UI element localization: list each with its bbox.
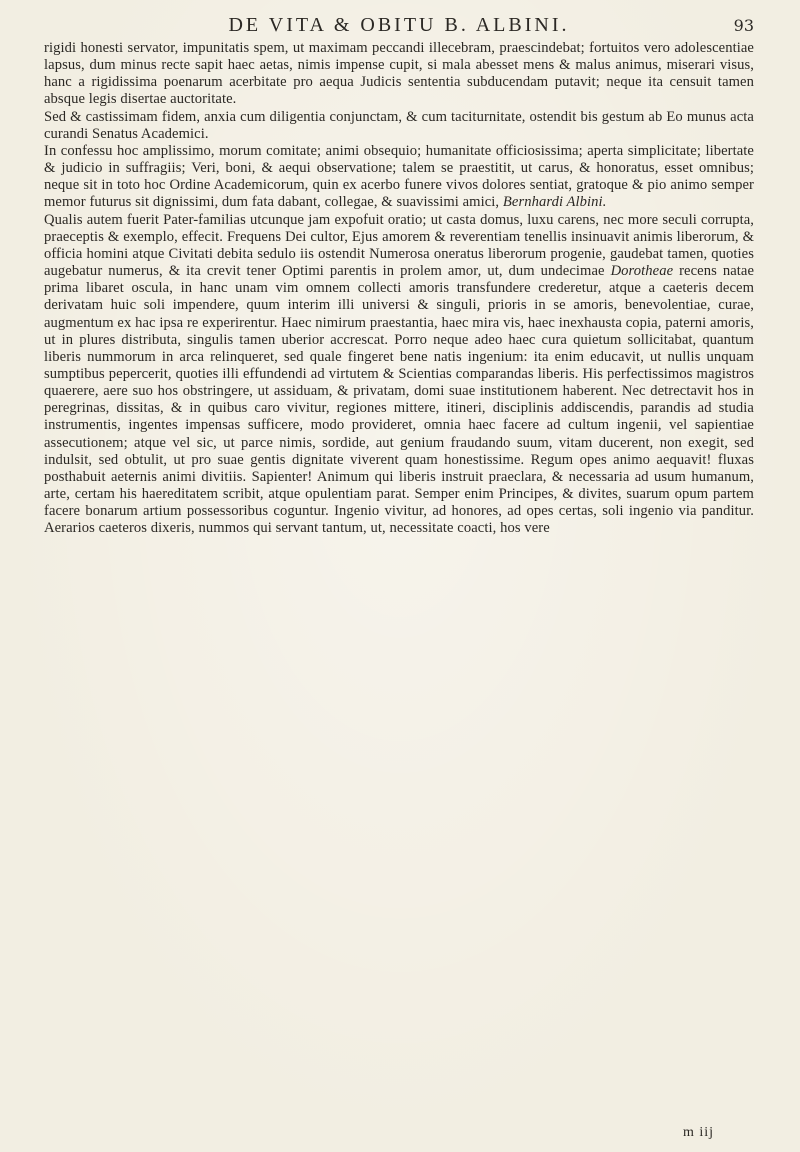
running-head [44, 0, 754, 40]
paragraph-3 [44, 143, 754, 212]
paragraph-2 [44, 109, 754, 143]
running-title: DE VITA & OBITU B. ALBINI. [228, 14, 570, 36]
paragraph-1-text: rigidi honesti servator, impunitatis spem, ut maximam peccandi illecebram, praescindebat; fortuitos vero adolescentiae lapsus, dum minus recte sapit haec aetas, nimis impense cupit, si mala abesset mens & malus animus, miserari visus, hanc a rigidissima poenarum acerbitate pro aequa Judicis sententia subducendam putavit; neque ita censuit tamen absque legis disertae auctoritate. [44, 40, 754, 108]
paragraph-3-text: In confessu hoc amplissimo, morum comitate; animi obsequio; humanitate officiosissima; aperta simplicitate; libertate & judicio in suffragiis; Veri, boni, & aequi observatione; talem se praestitit, ut carus, & honoratus, esset omnibus; neque sit in toto hoc Ordine Academicorum, quin ex acerbo funere vivos dolores sentiat, gratoque & pio animo semper memor futurus sit dignissimi, dum fata dabant, collegae, & suavissimi amici, [44, 142, 754, 211]
page-number: 93 [733, 16, 754, 35]
paragraph-1 [44, 40, 754, 109]
body-text [44, 40, 754, 538]
signature-mark: m iij [682, 1125, 714, 1140]
paragraph-4-text-b: recens natae prima libaret oscula, in hanc unam vim omnem collecti amoris transfundere crederetur, atque a caeteris decem derivatam huic soli impendere, quum interim illi universi & singuli, prioris in se amoris, benevolentiae, curae, augmentum ex hac ipsa re experirentur. Haec nimirum praestantia, haec mira vis, haec inexhausta copia, paterni amoris, ut in plures distributa, singulis tamen uberior accrescat. Porro neque adeo haec cura quietum sollicitabat, quantum liberis nummorum in arca relinqueret, sed quale fingeret bene natis ingenium: ita enim educavit, ut nullis unquam sumptibus pepercerit, quoties illi effundendi ad virtutem & Scientias comparandas liberis. His perfectissimos magistros quaerere, aere suo hos obstringere, ut assiduam, & privatam, domi suae institutionem haberent. Nec detrectavit hos in peregrinas, dissitas, & in quibus caro vivitur, regiones mittere, itineri, disciplinis addiscendis, parandis ad studia instrumentis, ingentes impensas sufficere, modo provideret, omnia haec facere ad cultum ingenii, vel sapientiae assecutionem; atque vel sic, ut parce nimis, sordide, aut genium fraudando suum, vitam ducerent, non exegit, sed indulsit, sed obtulit, ut pro suae gentis dignitate viverent quam honestissime. Regum opes animo aequavit! fluxas posthabuit aeternis animi divitiis. Sapienter! Animum qui liberis instruit praeclara, & necessaria ad usum humanum, arte, certam his haereditatem scribit, atque opulentiam parat. Semper enim Principes, & divites, suarum opum partem facere bonarum artium possessoribus coguntur. Ingenio vivitur, ad honores, ad opes certas, soli ingenio via panditur. Aerarios caeteros dixeris, nummos qui servant tantum, ut, necessitate coacti, hos vere [44, 263, 755, 537]
name-bernhardi-albini: Bernhardi Albini. [502, 194, 607, 211]
paragraph-4-text-a: Qualis autem fuerit Pater-familias utcunque jam expofuit oratio; ut casta domus, luxu carens, nec more seculi corrupta, praeceptis & exemplo, effecit. Frequens Dei cultor, Ejus amorem & reverentiam tenellis insinuavit animis liberorum, & officia homini atque Civitati debita sedulo iis ostendit Numerosa oneratus liberorum progenie, gaudebat tamen, quoties augebatur numerus, & ita crevit tener Optimi parentis in prolem amor, ut, dum undecimae [44, 211, 754, 280]
name-dorotheae: Dorotheae [610, 263, 674, 280]
paragraph-4 [44, 212, 754, 538]
paragraph-2-text: Sed & castissimam fidem, anxia cum diligentia conjunctam, & cum taciturnitate, ostendit bis gestum ab Eo munus acta curandi Senatus Academici. [44, 108, 754, 142]
